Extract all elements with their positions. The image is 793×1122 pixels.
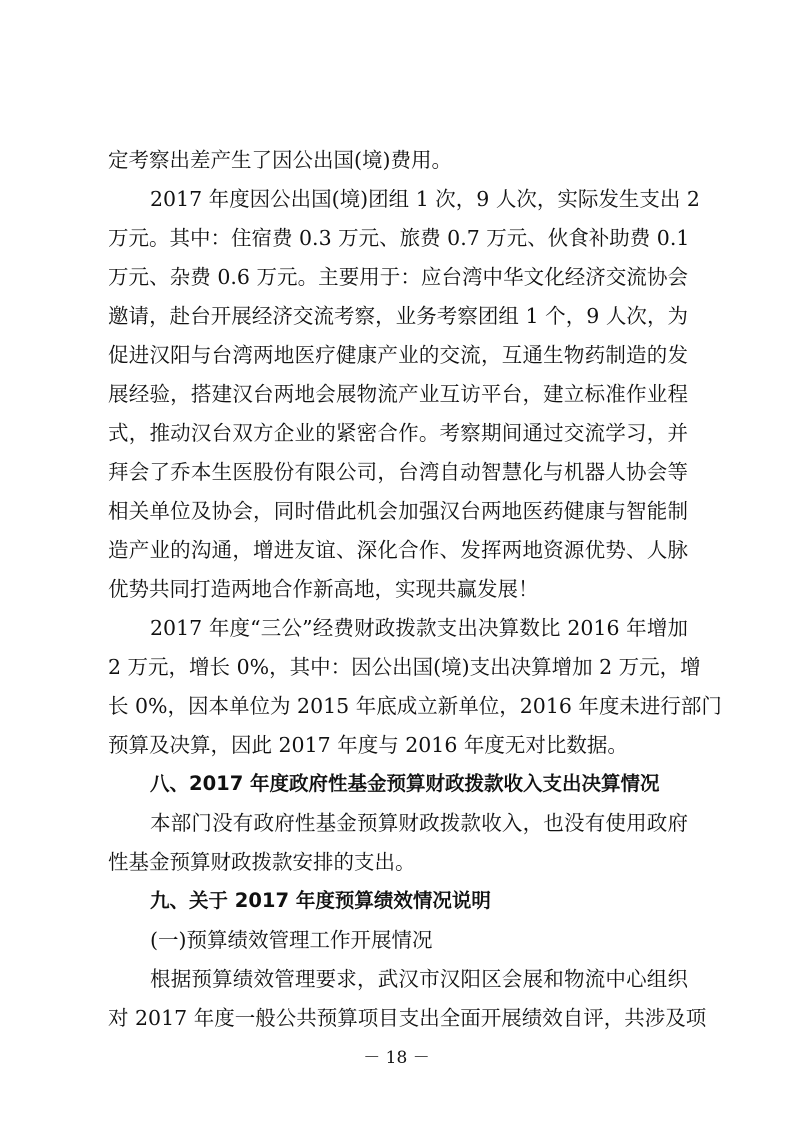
text-line: 2017 年度因公出国(境)团组 1 次，9 人次，实际发生支出 2 xyxy=(150,187,700,211)
text-line: 预算及决算，因此 2017 年度与 2016 年度无对比数据。 xyxy=(108,733,628,757)
text-line: 2 万元，增长 0%，其中：因公出国(境)支出决算增加 2 万元，增 xyxy=(108,655,701,679)
text-line: 长 0%，因本单位为 2015 年底成立新单位，2016 年度未进行部门 xyxy=(108,694,722,718)
text-line: 造产业的沟通，增进友谊、深化合作、发挥两地资源优势、人脉 xyxy=(108,538,688,562)
text-line: 邀请，赴台开展经济交流考察，业务考察团组 1 个，9 人次，为 xyxy=(108,304,688,328)
text-line: 对 2017 年度一般公共预算项目支出全面开展绩效自评，共涉及项 xyxy=(108,1006,707,1030)
text-line: 根据预算绩效管理要求，武汉市汉阳区会展和物流中心组织 xyxy=(150,967,688,991)
section-heading-8: 八、2017 年度政府性基金预算财政拨款收入支出决算情况 xyxy=(150,772,660,795)
text-line: 式，推动汉台双方企业的紧密合作。考察期间通过交流学习，并 xyxy=(108,421,688,445)
text-line: 展经验，搭建汉台两地会展物流产业互访平台，建立标准作业程 xyxy=(108,382,688,406)
section-heading-9: 九、关于 2017 年度预算绩效情况说明 xyxy=(150,889,491,912)
text-line: 优势共同打造两地合作新高地，实现共赢发展！ xyxy=(108,577,539,601)
page-number: － 18 － xyxy=(363,1048,430,1068)
text-line: 促进汉阳与台湾两地医疗健康产业的交流，互通生物药制造的发 xyxy=(108,343,688,367)
text-line: 定考察出差产生了因公出国(境)费用。 xyxy=(108,148,452,172)
text-line: 2017 年度“三公”经费财政拨款支出决算数比 2016 年增加 xyxy=(150,616,688,640)
subsection-title: (一)预算绩效管理工作开展情况 xyxy=(150,928,433,952)
text-line: 万元、杂费 0.6 万元。主要用于：应台湾中华文化经济交流协会 xyxy=(108,265,688,289)
text-line: 性基金预算财政拨款安排的支出。 xyxy=(108,850,416,874)
text-line: 相关单位及协会，同时借此机会加强汉台两地医药健康与智能制 xyxy=(108,499,688,523)
text-line: 本部门没有政府性基金预算财政拨款收入，也没有使用政府 xyxy=(150,811,688,835)
text-line: 万元。其中：住宿费 0.3 万元、旅费 0.7 万元、伙食补助费 0.1 xyxy=(108,226,690,250)
text-line: 拜会了乔本生医股份有限公司，台湾自动智慧化与机器人协会等 xyxy=(108,460,688,484)
